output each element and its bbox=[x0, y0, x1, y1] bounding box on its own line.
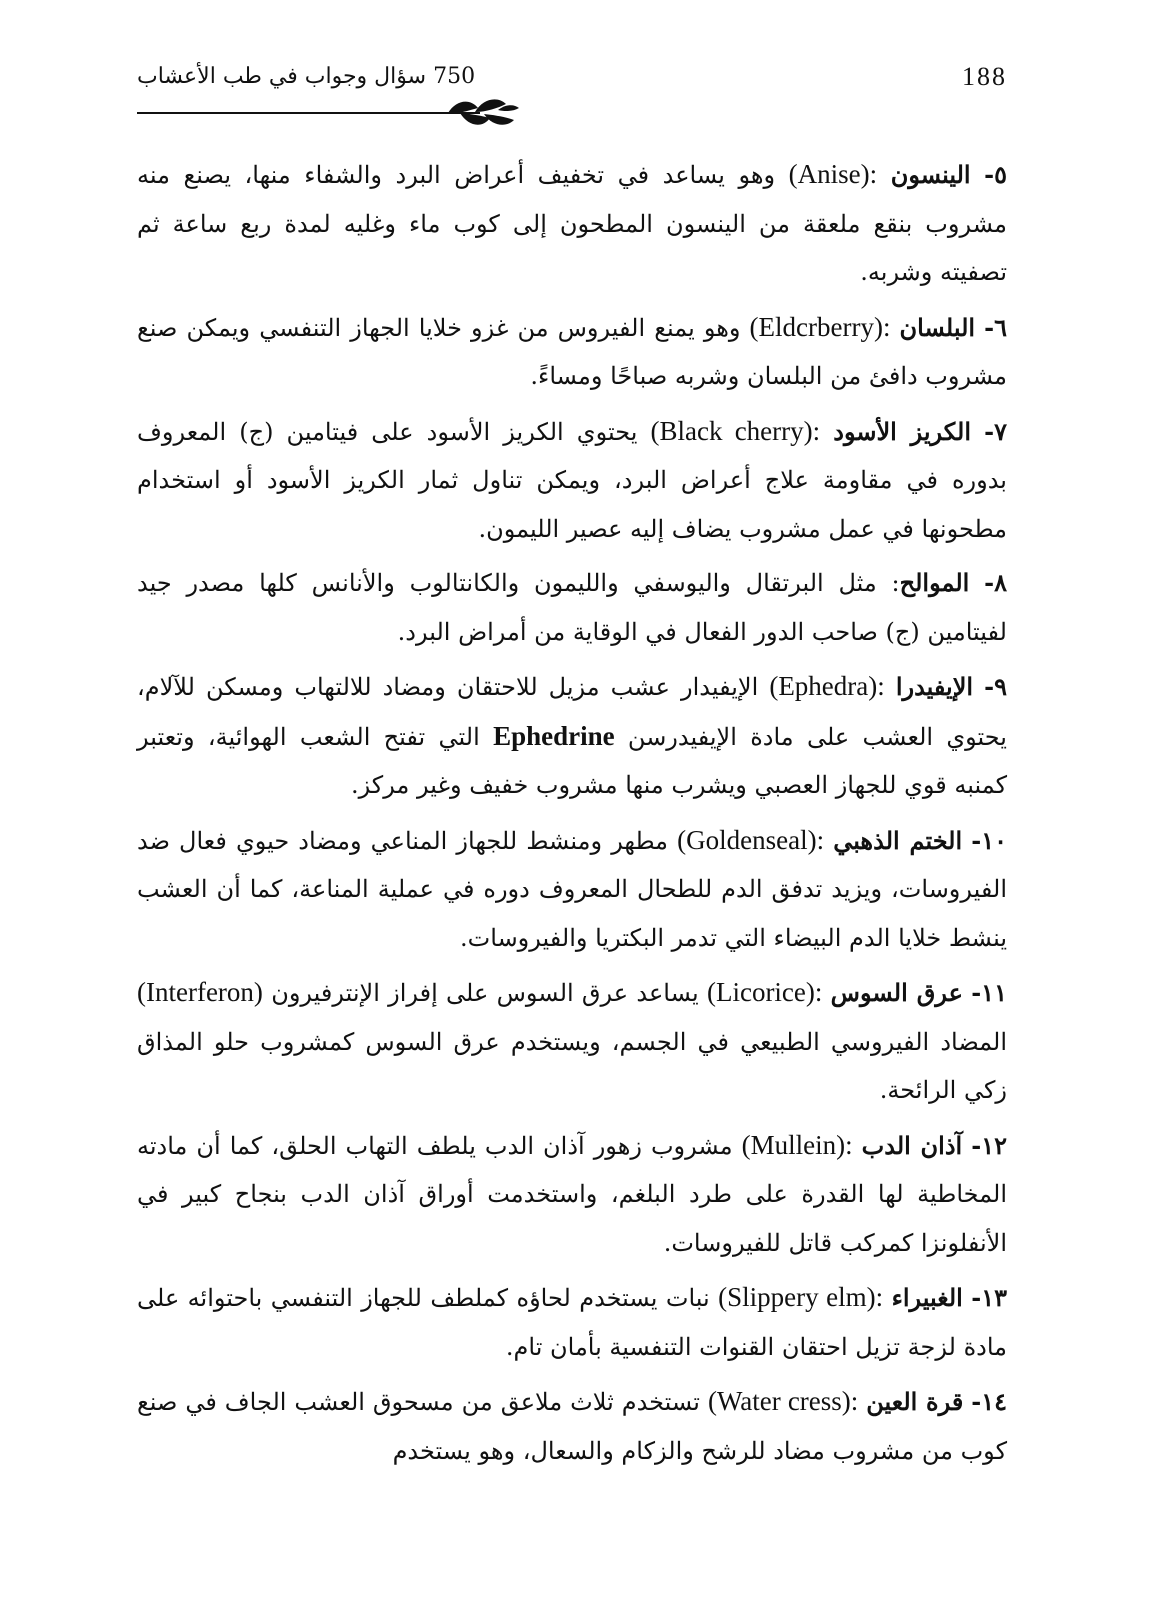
entry-body: مطهر ومنشط للجهاز المناعي ومضاد حيوي فعال ضد الفيروسات، ويزيد تدفق الدم للطحال المعروف دوره في عملية المناعة، كما أن العشب ينشط خلايا الدم البيضاء التي تدمر البكتريا والفيروسات. bbox=[137, 826, 1007, 952]
entry-body: المضاد الفيروسي الطبيعي في الجسم، ويستخدم عرق السوس كمشروب حلو المذاق زكي الرائحة. bbox=[137, 1027, 1007, 1104]
entry-latin-name: (Mullein): bbox=[741, 1129, 853, 1160]
entry-latin-name: (Ephedra): bbox=[769, 671, 885, 701]
entry-number: ٩- bbox=[984, 672, 1007, 701]
entry-latin-name: (Black cherry): bbox=[650, 415, 821, 446]
entry-number: ١٤- bbox=[971, 1387, 1008, 1416]
entry-body: التي تفتح الشعب الهوائية، وتعتبر كمنبه قوي للجهاز العصبي ويشرب منها مشروب خفيف وغير مركز. bbox=[137, 722, 1007, 799]
entry-body-start: يساعد عرق السوس على إفراز الإنترفيرون bbox=[271, 979, 699, 1007]
entry-slippery-elm bbox=[137, 1273, 1007, 1371]
entry-body: يحتوي الكريز الأسود على فيتامين (ج) المعروف بدوره في مقاومة علاج أعراض البرد، ويمكن تناول ثمار الكريز الأسود أو استخدام مطحونها في عمل مشروب يضاف إليه عصير الليمون. bbox=[137, 417, 1007, 543]
inline-latin-term: (Interferon) bbox=[137, 977, 263, 1007]
entry-body: وهو يساعد في تخفيف أعراض البرد والشفاء منها، يصنع منه مشروب بنقع ملعقة من الينسون المطحون إلى كوب ماء وغليه لمدة ربع ساعة ثم تصفيته وشربه. bbox=[137, 161, 1007, 286]
entry-ephedra bbox=[137, 662, 1007, 810]
entry-body: مثل البرتقال واليوسفي والليمون والكانتالوب والأنانس كلها مصدر جيد لفيتامين (ج) صاحب الدور الفعال في الوقاية من أمراض البرد. bbox=[137, 569, 1007, 646]
entry-number: ٦- bbox=[984, 312, 1007, 342]
entry-body: وهو يمنع الفيروس من غزو خلايا الجهاز التنفسي ويمكن صنع مشروب دافئ من البلسان وشربه صباحًا ومساءً. bbox=[137, 313, 1007, 390]
leaf-ornament-icon bbox=[420, 96, 520, 132]
entry-colon: : bbox=[891, 569, 900, 597]
entry-name: قرة العين bbox=[866, 1387, 964, 1416]
header-rule bbox=[137, 112, 437, 114]
entry-elderberry bbox=[137, 303, 1007, 401]
page-number: 188 bbox=[962, 62, 1007, 91]
entry-latin-name: (Slippery elm): bbox=[718, 1282, 884, 1312]
entry-number: ١١- bbox=[971, 978, 1007, 1007]
entry-body: تستخدم ثلاث ملاعق من مسحوق العشب الجاف في صنع كوب من مشروب مضاد للرشح والزكام والسعال، وهو يستخدم bbox=[137, 1388, 1007, 1465]
entry-latin-name: (Licorice): bbox=[706, 977, 823, 1007]
entry-body: نبات يستخدم لحاؤه كملطف للجهاز التنفسي باحتوائه على مادة لزجة تزيل احتقان القنوات التنفسية بأمان تام. bbox=[137, 1284, 1007, 1361]
entry-name: الينسون bbox=[890, 160, 971, 189]
entry-number: ١٢- bbox=[971, 1130, 1007, 1160]
entry-latin-name: (Eldcrberry): bbox=[749, 311, 891, 342]
entry-number: ١٠- bbox=[971, 825, 1008, 855]
entry-name: الإيفيدرا bbox=[895, 672, 974, 701]
entry-name: البلسان bbox=[899, 312, 976, 342]
entry-anise bbox=[137, 150, 1007, 297]
entry-goldenseal bbox=[137, 816, 1007, 963]
page-header bbox=[137, 62, 1007, 102]
entry-latin-name: (Goldenseal): bbox=[677, 824, 825, 855]
entry-name: عرق السوس bbox=[830, 978, 963, 1007]
herb-entries bbox=[137, 150, 1007, 1481]
entry-number: ٥- bbox=[984, 160, 1007, 189]
entry-name: الختم الذهبي bbox=[833, 825, 963, 855]
inline-latin-term: Ephedrine bbox=[493, 720, 615, 751]
entry-mullein bbox=[137, 1121, 1007, 1268]
entry-name: الغبيراء bbox=[891, 1283, 963, 1312]
entry-citrus bbox=[137, 559, 1007, 656]
entry-body-start: الإيفيدار عشب مزيل للاحتقان ومضاد للالتهاب ومسكن للآلام، يحتوي العشب على مادة الإيفيدرسن bbox=[137, 673, 1007, 751]
entry-name: الكريز الأسود bbox=[833, 416, 972, 446]
entry-name: الموالح bbox=[899, 568, 970, 597]
entry-number: ٧- bbox=[984, 416, 1008, 446]
entry-name: آذان الدب bbox=[861, 1130, 963, 1160]
entry-water-cress bbox=[137, 1377, 1007, 1475]
entry-latin-name: (Water cress): bbox=[707, 1386, 859, 1416]
entry-body: مشروب زهور آذان الدب يلطف التهاب الحلق، كما أن مادته المخاطية لها القدرة على طرد البلغم، واستخدمت أوراق آذان الدب بنجاح كبير في الأنفلونزا كمركب قاتل للفيروسات. bbox=[137, 1131, 1007, 1257]
entry-number: ٨- bbox=[984, 568, 1007, 597]
entry-number: ١٣- bbox=[971, 1283, 1007, 1312]
running-title: 750 سؤال وجواب في طب الأعشاب bbox=[137, 64, 476, 89]
entry-latin-name: (Anise): bbox=[788, 159, 878, 189]
entry-black-cherry bbox=[137, 407, 1007, 554]
entry-licorice bbox=[137, 968, 1007, 1115]
